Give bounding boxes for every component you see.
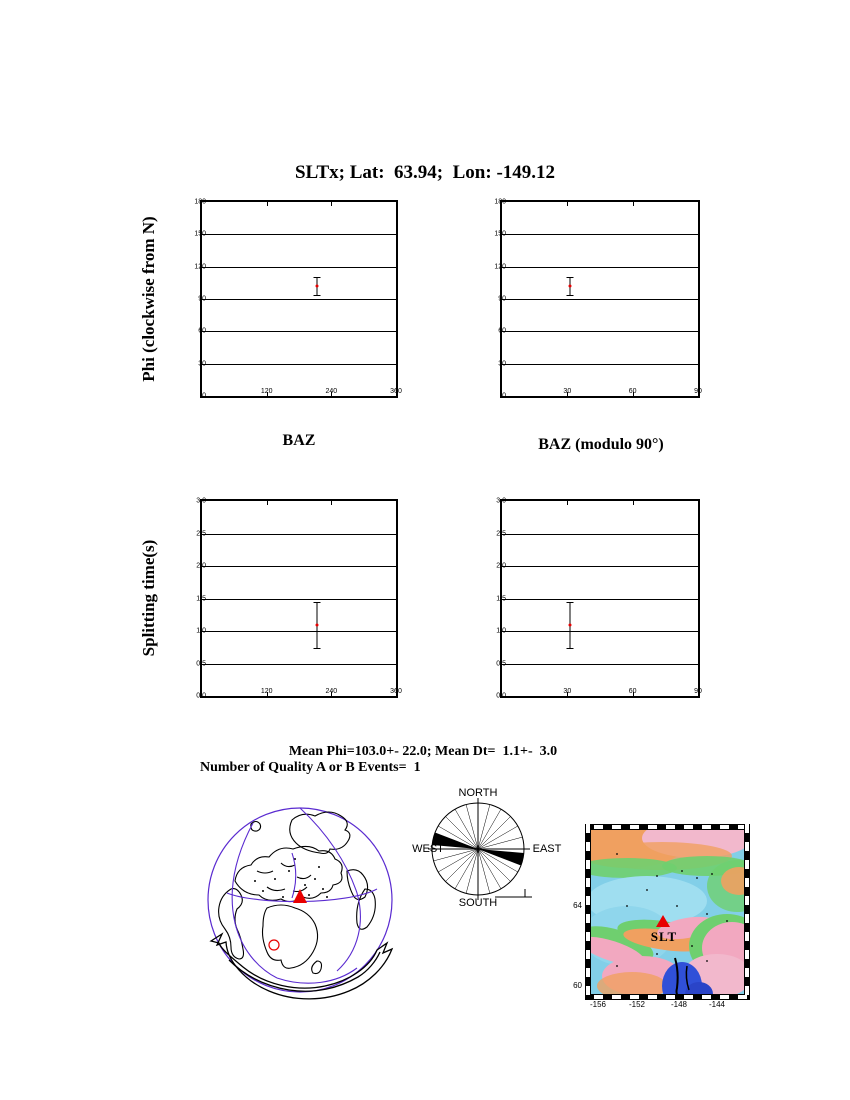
lat-tick-64: 64: [573, 901, 582, 910]
x-tick-top: [267, 501, 268, 505]
gridline-y-90: [202, 299, 396, 300]
x-tick-top: [633, 202, 634, 206]
y-tick-label: 1.5: [496, 595, 506, 602]
y-tick-label: 0: [502, 392, 506, 400]
y-tick-label: 180: [194, 198, 206, 206]
error-bar-cap-bottom: [566, 648, 573, 649]
error-bar-cap-bottom: [313, 295, 320, 296]
x-tick-top: [396, 501, 397, 505]
gridline-y-120: [202, 267, 396, 268]
y-tick-label: 180: [494, 198, 506, 206]
y-tick-label: 60: [198, 327, 206, 335]
data-point: [568, 285, 571, 288]
world-map: [197, 793, 407, 1018]
page-title: SLTx; Lat: 63.94; Lon: -149.12: [294, 162, 556, 183]
gridline-y-60: [502, 331, 698, 332]
x-tick-label: 240: [325, 388, 338, 395]
rose-label-east: EAST: [532, 843, 562, 855]
lon-tick-156: -156: [589, 1000, 607, 1009]
gridline-y-1: [202, 631, 396, 632]
gridline-y-120: [502, 267, 698, 268]
x-tick-label: 30: [563, 388, 572, 395]
x-tick-top: [331, 501, 332, 505]
rose-label-north: NORTH: [458, 787, 498, 799]
rose-diagram: [400, 785, 575, 910]
y-tick-label: 30: [498, 360, 506, 368]
map-frame-top: [585, 824, 750, 830]
x-tick-label: 90: [694, 388, 702, 395]
rose-spoke: [466, 849, 478, 893]
x-tick-top: [267, 202, 268, 206]
rose-spoke: [478, 837, 522, 849]
y-axis-label-phi: Phi (clockwise from N): [139, 216, 158, 382]
y-tick-label: 1.0: [496, 627, 506, 635]
lon-tick-148: -148: [670, 1000, 688, 1009]
x-axis-label-baz: BAZ: [282, 432, 316, 449]
map-frame-left: [585, 824, 591, 995]
antarctica-coastline: [211, 934, 392, 999]
coastlines: [219, 812, 376, 974]
x-tick-label: 360: [390, 388, 402, 395]
x-axis-label-baz-mod90: BAZ (modulo 90°): [538, 436, 664, 453]
error-bar-cap-top: [313, 602, 320, 603]
rose-spoke: [455, 849, 478, 889]
rose-label-south: SOUTH: [458, 897, 498, 909]
error-bar-cap-top: [566, 277, 573, 278]
data-point: [568, 623, 571, 626]
x-tick-label: 90: [694, 688, 702, 695]
gridline-y-150: [202, 234, 396, 235]
gridline-y-2: [502, 566, 698, 567]
x-tick-label: 120: [260, 688, 273, 695]
y-tick-label: 2.5: [496, 530, 506, 537]
x-tick-top: [567, 202, 568, 206]
y-tick-label: 1.5: [196, 595, 206, 602]
data-point: [315, 285, 318, 288]
y-tick-label: 2.0: [196, 562, 206, 570]
gridline-y-1.5: [202, 599, 396, 600]
x-tick-top: [633, 501, 634, 505]
x-tick-label: 120: [260, 388, 273, 395]
x-tick-label: 30: [563, 688, 572, 695]
rose-spoke: [466, 805, 478, 849]
rose-spoke: [478, 816, 511, 849]
topo-map-terrain: [587, 826, 748, 997]
lon-tick-144: -144: [708, 1000, 726, 1009]
summary-mean-values: Mean Phi=103.0+- 22.0; Mean Dt= 1.1+- 3.0: [288, 744, 558, 759]
y-tick-label: 90: [198, 295, 206, 303]
y-axis-label-splitting-time: Splitting time(s): [139, 539, 158, 657]
x-tick-label: 360: [390, 688, 402, 695]
y-tick-label: 90: [498, 295, 506, 303]
y-tick-label: 0.5: [196, 660, 206, 667]
rose-mean-phi-wedge: [478, 849, 524, 865]
gridline-y-30: [502, 364, 698, 365]
y-tick-label: 1.0: [196, 627, 206, 635]
error-bar-cap-top: [313, 277, 320, 278]
gridline-y-0.5: [202, 664, 396, 665]
topo-map: [565, 815, 755, 1010]
y-tick-label: 120: [494, 263, 506, 271]
error-bar-cap-bottom: [313, 648, 320, 649]
gridline-y-2: [202, 566, 396, 567]
station-label: SLT: [650, 929, 678, 944]
rose-spoke: [478, 826, 518, 849]
plot-dt-vs-baz-mod90: [496, 497, 702, 700]
rose-spoke: [445, 849, 478, 882]
rose-spoke: [478, 849, 490, 893]
y-tick-label: 150: [194, 230, 206, 238]
y-tick-label: 3.0: [196, 497, 206, 505]
y-tick-label: 0.5: [496, 660, 506, 667]
gridline-y-2.5: [202, 534, 396, 535]
map-frame-right: [744, 824, 750, 995]
lon-tick-152: -152: [628, 1000, 646, 1009]
data-point: [315, 623, 318, 626]
x-tick-label: 60: [628, 688, 637, 695]
y-tick-label: 2.5: [196, 530, 206, 537]
rose-spoke: [438, 849, 478, 872]
rose-spoke: [478, 809, 501, 849]
rose-label-west: WEST: [412, 843, 444, 855]
gridline-y-30: [202, 364, 396, 365]
x-tick-label: 60: [628, 388, 637, 395]
x-tick-top: [698, 501, 699, 505]
gridline-y-1.5: [502, 599, 698, 600]
y-tick-label: 0.0: [196, 692, 206, 700]
x-tick-top: [396, 202, 397, 206]
y-tick-label: 30: [198, 360, 206, 368]
gridline-y-150: [502, 234, 698, 235]
plot-dt-vs-baz: [196, 497, 402, 700]
plot-phi-vs-baz: [194, 198, 402, 400]
gridline-y-90: [502, 299, 698, 300]
station-marker-topo: [656, 915, 670, 927]
x-tick-top: [567, 501, 568, 505]
y-tick-label: 0.0: [496, 692, 506, 700]
gridline-y-1: [502, 631, 698, 632]
x-tick-label: 240: [325, 688, 338, 695]
gridline-y-0.5: [502, 664, 698, 665]
y-tick-label: 150: [494, 230, 506, 238]
plot-phi-vs-baz-mod90: [494, 198, 702, 400]
summary-event-count: Number of Quality A or B Events= 1: [200, 760, 421, 775]
y-tick-label: 60: [498, 327, 506, 335]
error-bar-cap-top: [566, 602, 573, 603]
y-tick-label: 2.0: [496, 562, 506, 570]
y-tick-label: 0: [202, 392, 206, 400]
gridline-y-60: [202, 331, 396, 332]
x-tick-top: [331, 202, 332, 206]
event-marker: [269, 940, 279, 950]
error-bar-cap-bottom: [566, 295, 573, 296]
y-tick-label: 120: [194, 263, 206, 271]
lat-tick-60: 60: [573, 981, 582, 990]
gridline-y-2.5: [502, 534, 698, 535]
coastline-speckles: [254, 858, 328, 898]
rose-spoke: [478, 805, 490, 849]
map-frame-bottom: [585, 994, 750, 1000]
y-tick-label: 3.0: [496, 497, 506, 505]
x-tick-top: [698, 202, 699, 206]
